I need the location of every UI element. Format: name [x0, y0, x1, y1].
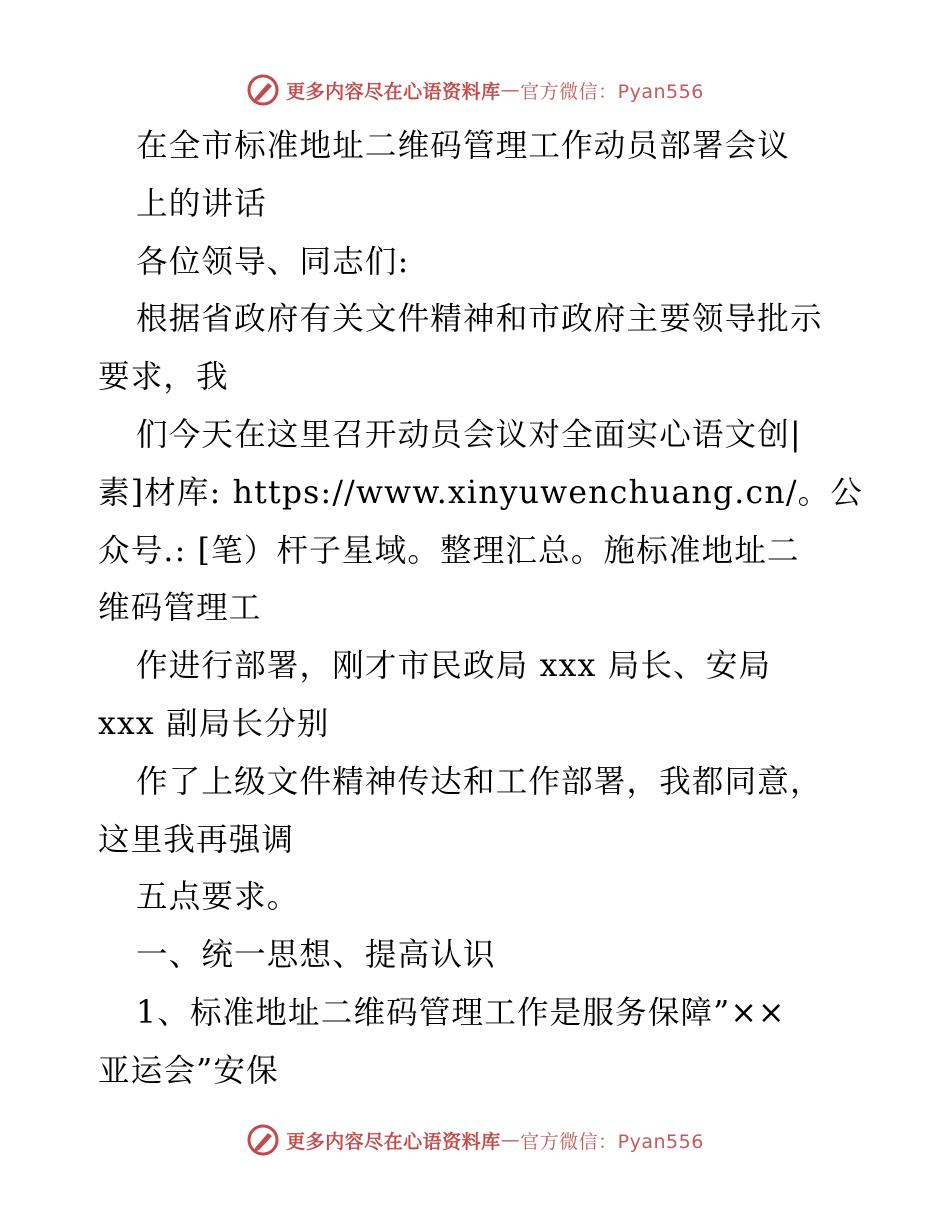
header-watermark-banner [0, 70, 950, 110]
paragraph-line: 五点要求。 [136, 879, 300, 916]
banner-contact: 官方微信：Pyan556 [520, 80, 704, 103]
banner-dash: — [500, 79, 521, 101]
banner-text: 更多内容尽在心语资料库 [286, 80, 501, 103]
banner-contact: 官方微信：Pyan556 [520, 1130, 704, 1153]
paragraph-line: 素]材库: https://www.xinyuwenchuang.cn/。公 [98, 474, 864, 511]
pen-logo-icon [246, 1123, 280, 1157]
title-line-1: 在全市标准地址二维码管理工作动员部署会议 [136, 128, 791, 164]
banner-text: 更多内容尽在心语资料库 [286, 1130, 501, 1153]
salutation: 各位领导、同志们: [136, 243, 410, 280]
paragraph-line: xxx 副局长分别 [98, 705, 330, 742]
paragraph-line: 亚运会”安保 [98, 1052, 279, 1089]
paragraph-line: 1、标准地址二维码管理工作是服务保障”×× [136, 994, 786, 1031]
paragraph-line: 要求，我 [98, 359, 229, 396]
footer-watermark-banner [0, 1120, 950, 1160]
pen-logo-icon [246, 73, 280, 107]
paragraph-line: 这里我再强调 [98, 821, 295, 858]
paragraph-line: 作了上级文件精神传达和工作部署，我都同意， [136, 763, 823, 800]
paragraph-line: 们今天在这里召开动员会议对全面实心语文创| [136, 416, 802, 453]
paragraph-line: 众号.: [笔）杆子星域。整理汇总。施标准地址二 [98, 532, 800, 569]
banner-dash: — [500, 1129, 521, 1151]
paragraph-line: 根据省政府有关文件精神和市政府主要领导批示 [136, 301, 823, 338]
title-line-2: 上的讲话 [136, 185, 267, 222]
document-body [98, 118, 864, 1101]
paragraph-line: 维码管理工 [98, 590, 262, 627]
paragraph-line: 作进行部署，刚才市民政局 xxx 局长、安局 [136, 648, 772, 685]
section-heading: 一、统一思想、提高认识 [136, 937, 496, 974]
